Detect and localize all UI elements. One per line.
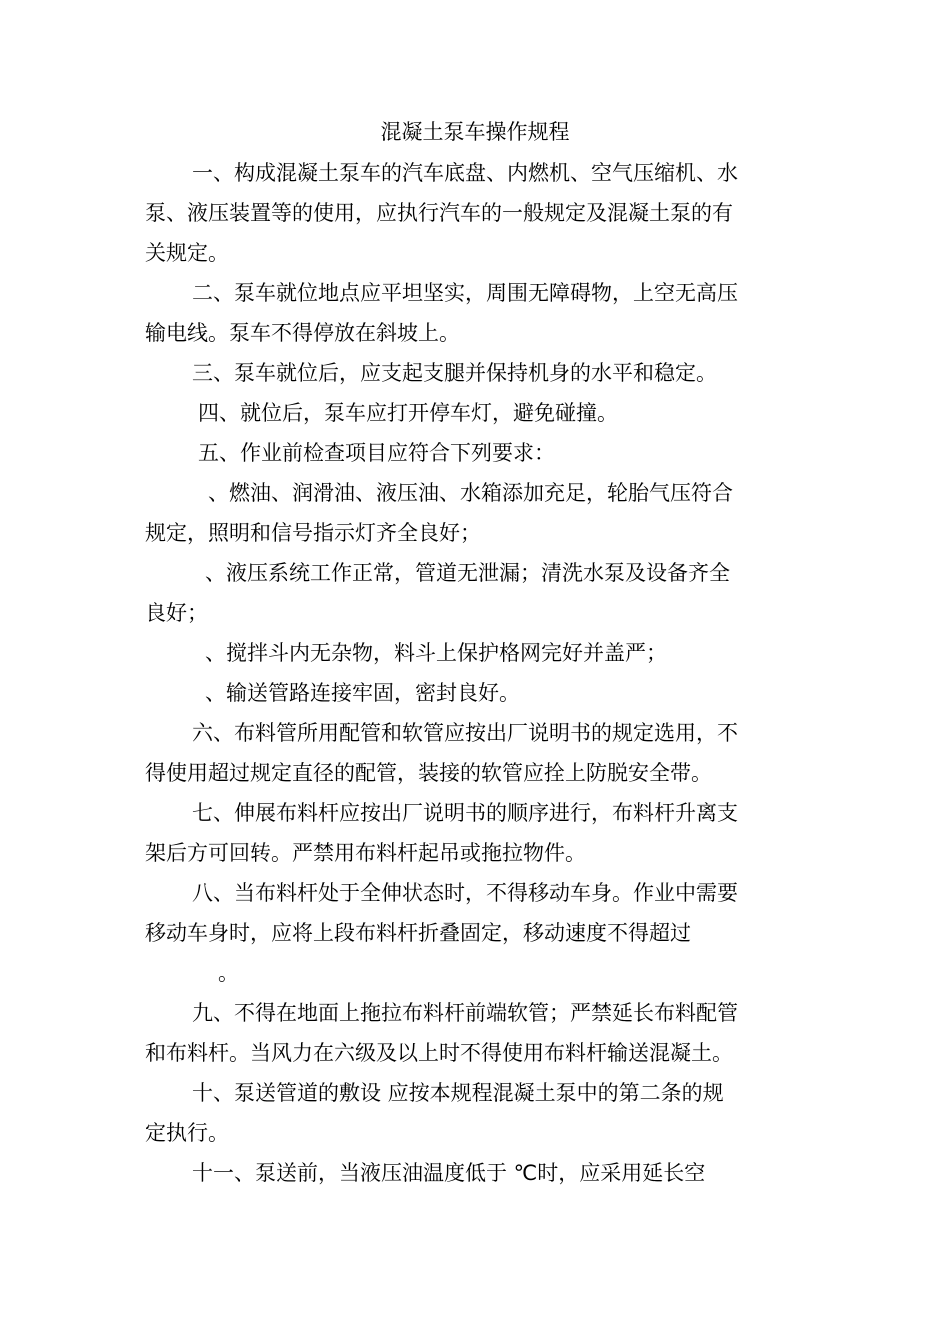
paragraph-line: 四、就位后，泵车应打开停车灯，避免碰撞。 xyxy=(198,401,618,425)
paragraph-line: 八、当布料杆处于全伸状态时，不得移动车身。作业中需要 xyxy=(192,881,738,905)
paragraph-line: 移动车身时，应将上段布料杆折叠固定，移动速度不得超过 xyxy=(145,921,691,945)
paragraph-line: 输电线。泵车不得停放在斜坡上。 xyxy=(145,321,460,345)
paragraph-line: 和布料杆。当风力在六级及以上时不得使用布料杆输送混凝土。 xyxy=(145,1041,733,1065)
paragraph-line: 十、泵送管道的敷设 应按本规程混凝土泵中的第二条的规 xyxy=(192,1081,724,1105)
paragraph-line: 架后方可回转。严禁用布料杆起吊或拖拉物件。 xyxy=(145,841,586,865)
paragraph-line: 得使用超过规定直径的配管，装接的软管应拴上防脱安全带。 xyxy=(145,761,712,785)
paragraph-line: 泵、液压装置等的使用，应执行汽车的一般规定及混凝土泵的有 xyxy=(145,201,733,225)
paragraph-line: 三、泵车就位后，应支起支腿并保持机身的水平和稳定。 xyxy=(192,361,717,385)
paragraph-line: 关规定。 xyxy=(145,241,229,265)
paragraph-line: 良好； xyxy=(145,601,208,625)
paragraph-line: 九、不得在地面上拖拉布料杆前端软管；严禁延长布料配管 xyxy=(192,1001,738,1025)
paragraph-line: 规定，照明和信号指示灯齐全良好； xyxy=(145,521,481,545)
paragraph-line: 。 xyxy=(218,961,239,985)
paragraph-line: 六、布料管所用配管和软管应按出厂说明书的规定选用，不 xyxy=(192,721,738,745)
paragraph-line: 十一、泵送前，当液压油温度低于 ℃时，应采用延长空 xyxy=(192,1161,706,1185)
paragraph-line: 一、构成混凝土泵车的汽车底盘、内燃机、空气压缩机、水 xyxy=(192,161,738,185)
paragraph-line: 二、泵车就位地点应平坦坚实，周围无障碍物，上空无高压 xyxy=(192,281,738,305)
paragraph-line: 、输送管路连接牢固，密封良好。 xyxy=(205,681,520,705)
paragraph-line: 五、作业前检查项目应符合下列要求： xyxy=(198,441,555,465)
paragraph-line: 、燃油、润滑油、液压油、水箱添加充足，轮胎气压符合 xyxy=(208,481,733,505)
paragraph-line: 、液压系统工作正常，管道无泄漏；清洗水泵及设备齐全 xyxy=(205,561,730,585)
document-title: 混凝土泵车操作规程 xyxy=(380,120,570,144)
paragraph-line: 、搅拌斗内无杂物，料斗上保护格网完好并盖严； xyxy=(205,641,667,665)
paragraph-line: 七、伸展布料杆应按出厂说明书的顺序进行，布料杆升离支 xyxy=(192,801,738,825)
paragraph-line: 定执行。 xyxy=(145,1121,229,1145)
